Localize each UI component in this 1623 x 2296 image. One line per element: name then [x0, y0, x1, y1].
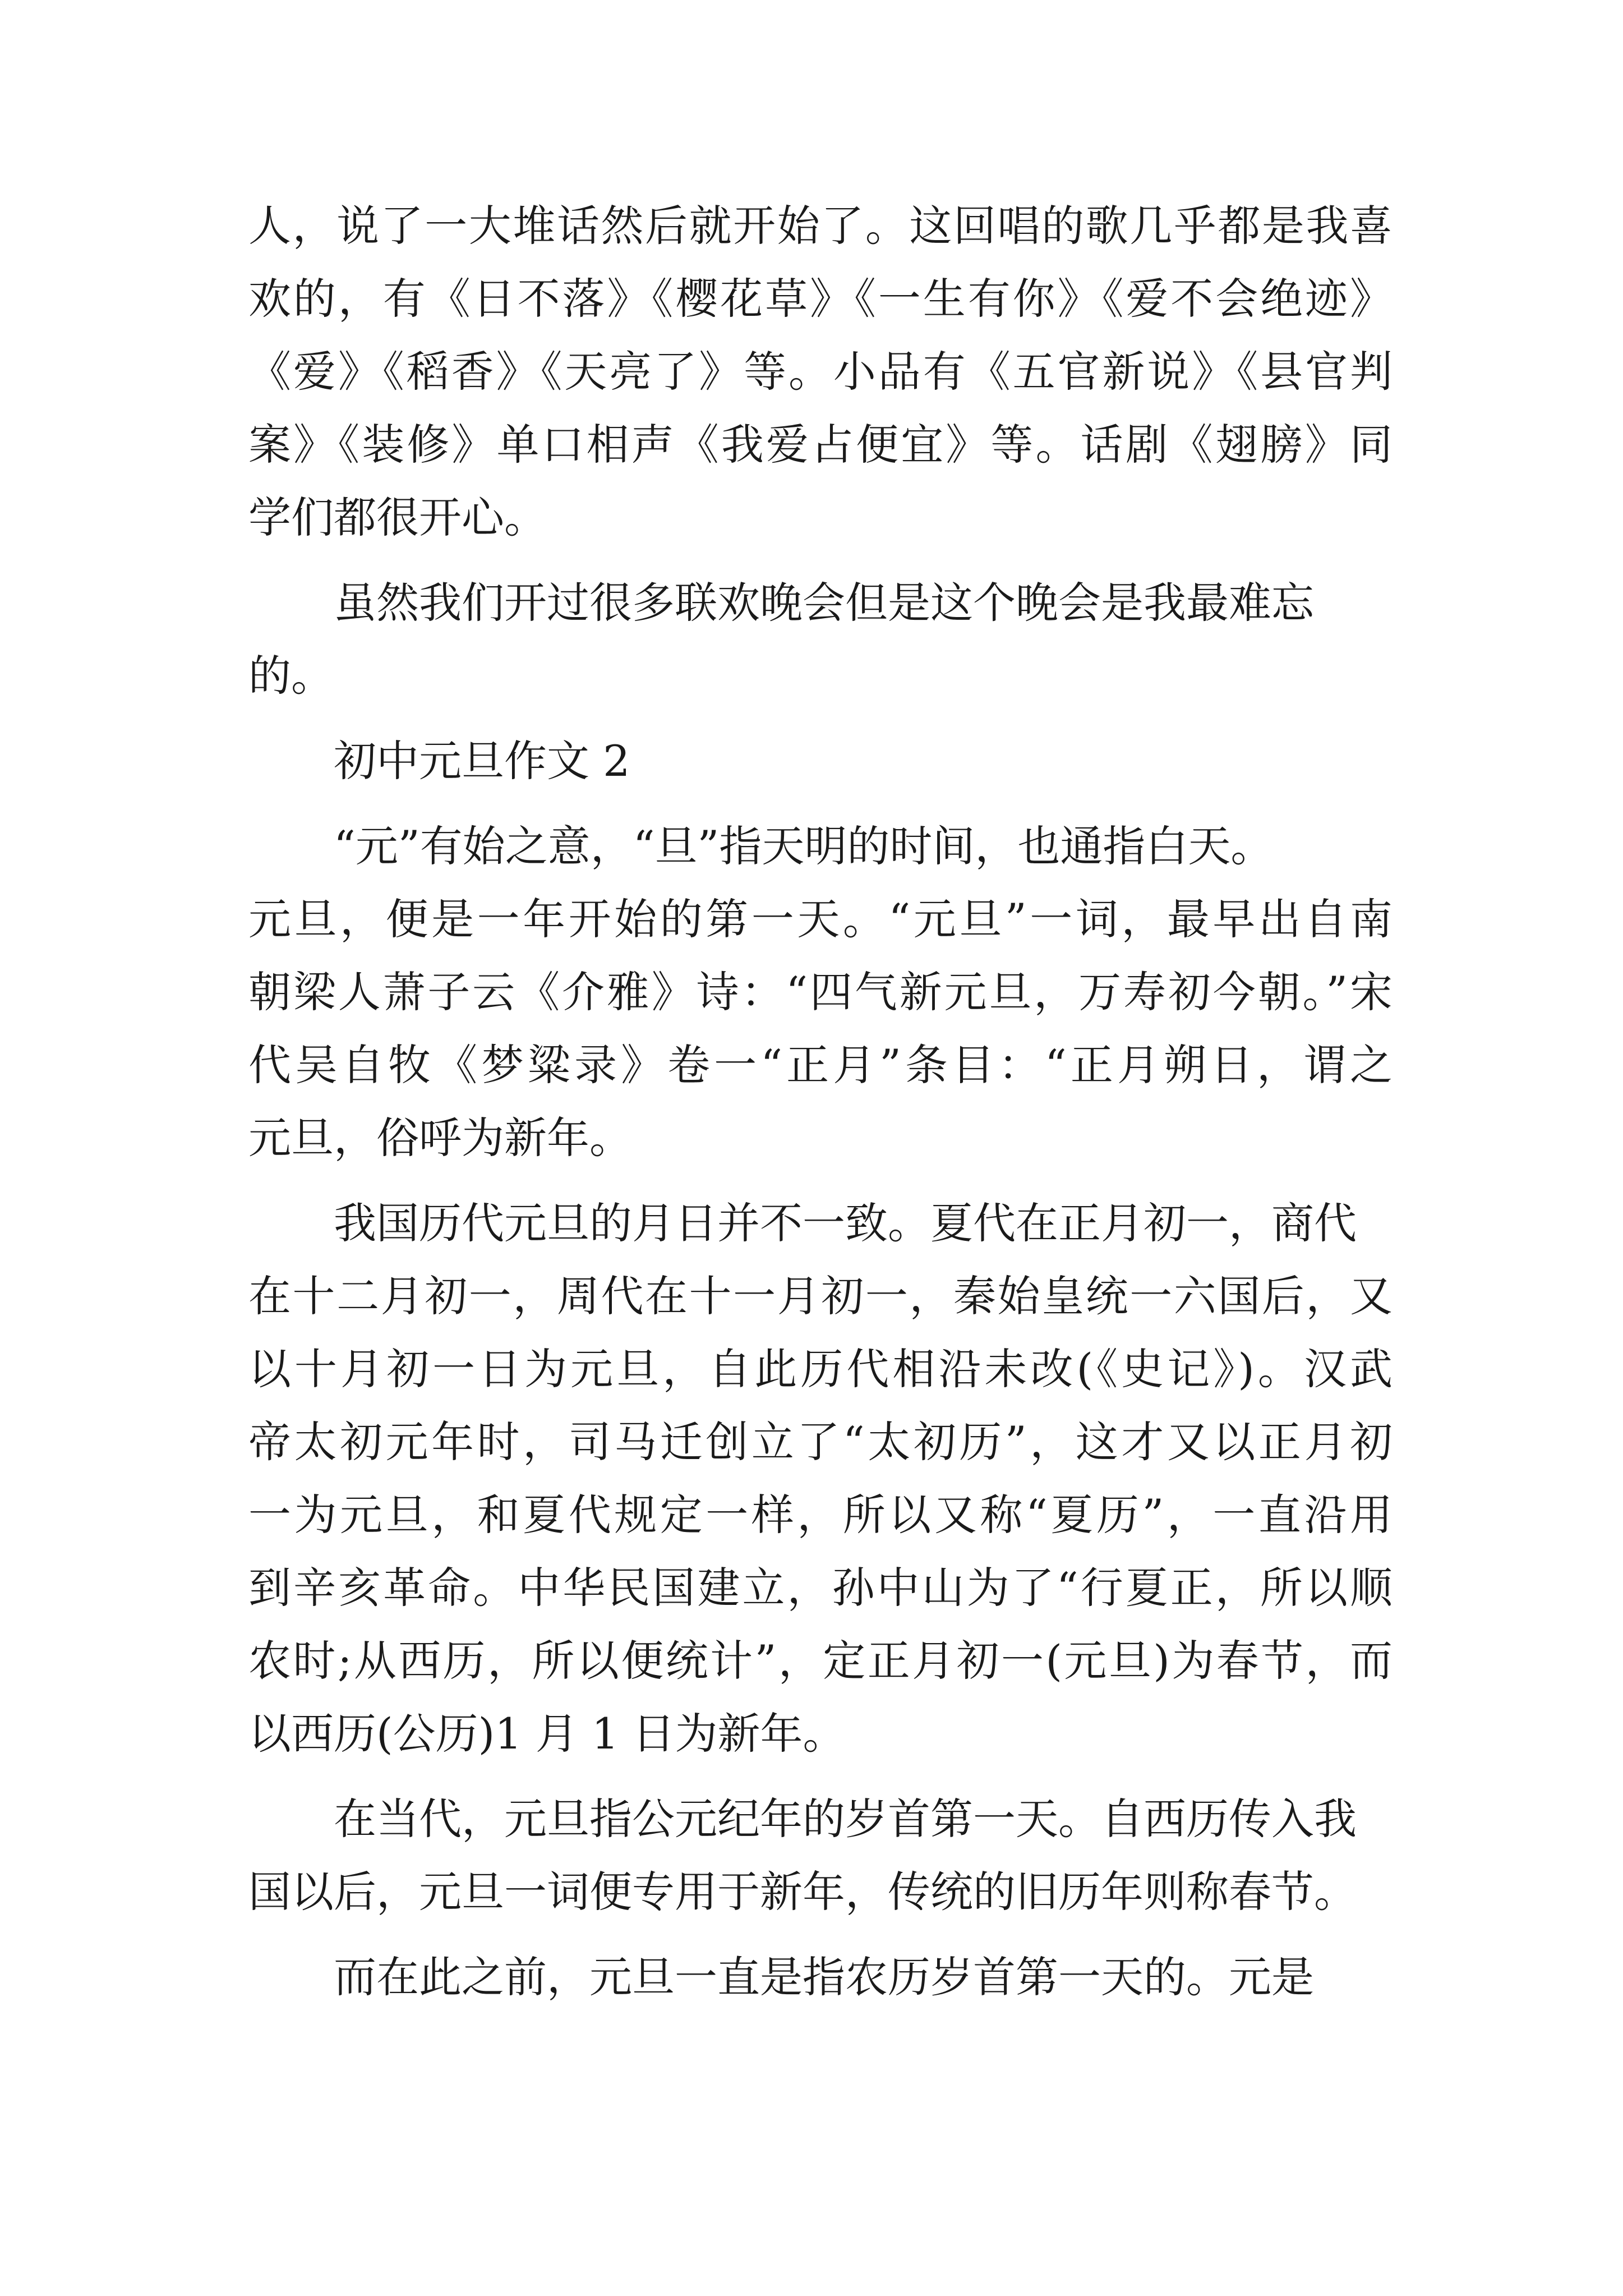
text-line: 朝梁人萧子云《介雅》诗：“四气新元旦，万寿初今朝。”宋: [248, 967, 1393, 1017]
text-line: 元旦，便是一年开始的第一天。“元旦”一词，最早出自南: [248, 894, 1393, 944]
text-line: 的。: [248, 651, 334, 701]
section-heading: 初中元旦作文 2: [334, 736, 630, 786]
text-line: 一为元旦，和夏代规定一样，所以又称“夏历”，一直沿用: [248, 1490, 1393, 1540]
paragraph-first-line: 我国历代元旦的月日并不一致。夏代在正月初一，商代: [334, 1198, 1357, 1248]
paragraph-first-line: 而在此之前，元旦一直是指农历岁首第一天的。元是: [334, 1952, 1314, 2002]
text-line: 《爱》《稻香》《天亮了》等。小品有《五官新说》《县官判: [248, 347, 1393, 397]
paragraph-first-line: 虽然我们开过很多联欢晚会但是这个晚会是我最难忘: [334, 578, 1314, 628]
text-line: 在十二月初一，周代在十一月初一，秦始皇统一六国后，又: [248, 1271, 1393, 1321]
text-line: 到辛亥革命。中华民国建立，孙中山为了“行夏正，所以顺: [248, 1563, 1393, 1613]
text-line: 国以后，元旦一词便专用于新年，传统的旧历年则称春节。: [248, 1867, 1357, 1917]
text-line: 案》《装修》单口相声《我爱占便宜》等。话剧《翅膀》同: [248, 420, 1393, 470]
text-line: 农时;从西历，所以便统计”，定正月初一(元旦)为春节，而: [248, 1636, 1393, 1686]
text-line: 元旦，俗呼为新年。: [248, 1113, 632, 1163]
text-line: 以西历(公历)1 月 1 日为新年。: [248, 1709, 846, 1759]
text-line: 欢的，有《日不落》《樱花草》《一生有你》《爱不会绝迹》: [248, 274, 1393, 324]
paragraph-first-line: “元”有始之意，“旦”指天明的时间，也通指白天。: [334, 821, 1274, 871]
text-line: 学们都很开心。: [248, 493, 547, 542]
text-line: 代吴自牧《梦粱录》卷一“正月”条目：“正月朔日，谓之: [248, 1040, 1393, 1090]
text-line: 帝太初元年时，司马迁创立了“太初历”，这才又以正月初: [248, 1417, 1393, 1467]
paragraph-first-line: 在当代，元旦指公元纪年的岁首第一天。自西历传入我: [334, 1794, 1357, 1844]
text-line: 人，说了一大堆话然后就开始了。这回唱的歌几乎都是我喜: [248, 201, 1393, 251]
text-line: 以十月初一日为元旦，自此历代相沿未改(《史记》)。汉武: [248, 1344, 1393, 1394]
